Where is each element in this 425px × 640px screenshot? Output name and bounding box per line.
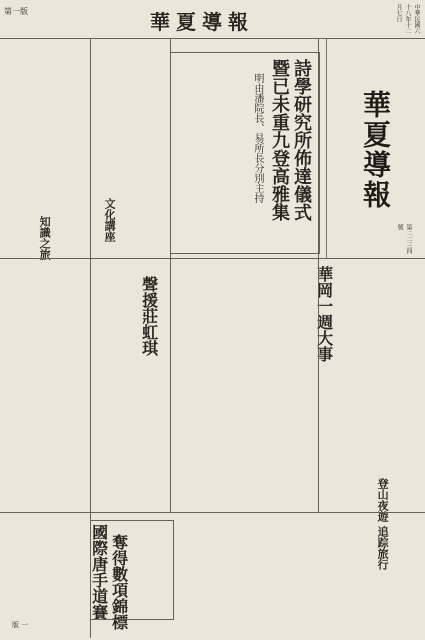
rule-v2 — [318, 38, 319, 512]
headline-2: 華岡一週大事 — [314, 266, 334, 362]
main-title-2: 暨已未重九登高雅集 — [269, 59, 290, 221]
main-title-1: 詩學研究所佈達儀式 — [291, 59, 312, 221]
headline-1: 聲援莊虹琪 — [139, 276, 159, 356]
masthead-title: 華夏導報 — [359, 90, 392, 210]
side-note-right: 登山夜遊 追踪旅行 — [376, 478, 390, 570]
issue-number: 第二二三四號 — [396, 224, 412, 254]
footer-text: 版 一 — [12, 621, 29, 629]
side-note-left: 知識之旅 — [38, 216, 52, 260]
headline-3: 國際唐手道賽 — [89, 524, 109, 620]
headline-4: 奪得數項錦標 — [109, 534, 129, 630]
top-bar — [0, 0, 425, 39]
rule-v3 — [90, 38, 91, 638]
border-main — [170, 52, 320, 254]
rule-top — [0, 38, 425, 39]
border-sports — [90, 520, 174, 620]
nameplate: 華夏導報 — [150, 10, 254, 34]
rule-mid — [0, 258, 425, 259]
page-number: 第一版 — [4, 7, 28, 16]
headline-5: 文化講座 — [103, 198, 117, 242]
issue-date: 中華民國六十八年十二月七日 — [395, 4, 420, 34]
masthead-panel — [326, 38, 421, 258]
rule-bottom — [0, 512, 425, 513]
rule-v1 — [170, 38, 171, 512]
main-title-3: 明由潘院長、易所長分別主持 — [252, 73, 263, 203]
